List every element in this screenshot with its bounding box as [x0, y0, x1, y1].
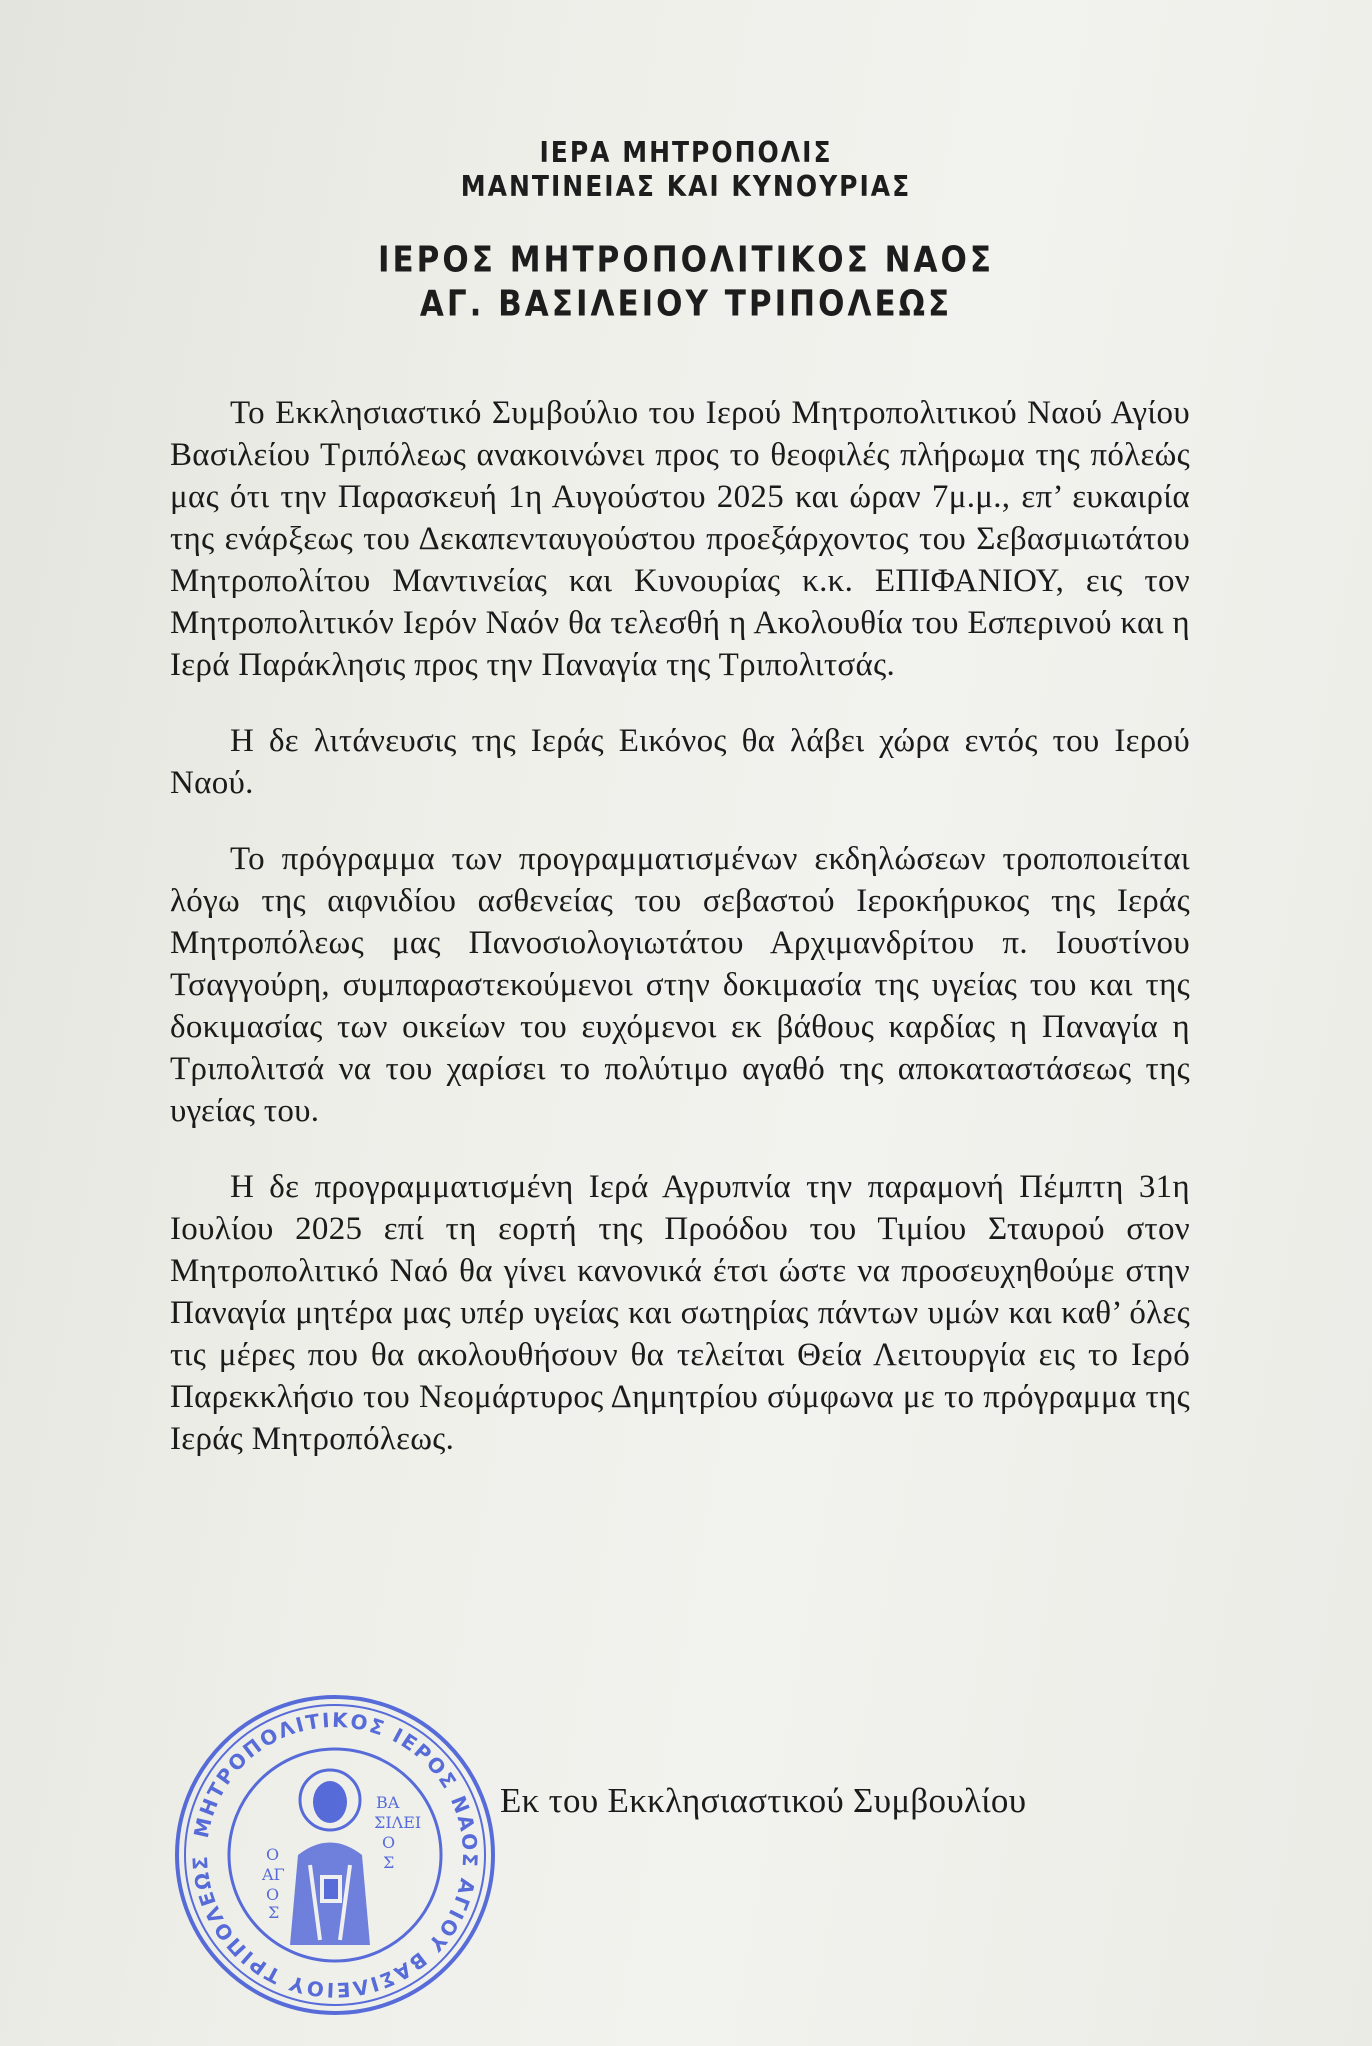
svg-text:ΜΗΤΡΟΠΟΛΙΤΙΚΟΣ ΙΕΡΟΣ ΝΑΟΣ ΑΓΙΟ: ΜΗΤΡΟΠΟΛΙΤΙΚΟΣ ΙΕΡΟΣ ΝΑΟΣ ΑΓΙΟΥ ΒΑΣΙΛΕΙΟΥ ΤΡΙΠΟΛΕΩΣ [187, 1707, 483, 2003]
paragraph-2: Η δε λιτάνευσις της Ιεράς Εικόνος θα λάβει χώρα εντός του Ιερού Ναού. [170, 723, 1190, 801]
header-line-4: ΑΓ. ΒΑΣΙΛΕΙΟΥ ΤΡΙΠΟΛΕΩΣ [419, 283, 953, 325]
svg-text:Ο: Ο [266, 1885, 280, 1904]
paragraph-3: Το πρόγραμμα των προγραμματισμένων εκδηλώσεων τροποποιείται λόγω της αιφνιδίου ασθενείας του σεβαστού Ιεροκήρυκος της Ιεράς Μητροπόλεως μας Πανοσιολογιωτάτου Αρχιμανδρίτου π. Ιουστίνου Τσαγγούρη, συμπαραστεκούμενοι στην δοκιμασία της υγείας του και της δοκιμασίας των οικείων του ευχόμενοι εκ βάθους καρδίας η Παναγία η Τριπολιτσά να του χαρίσει το πολύτιμο αγαθό της αποκαταστάσεως της υγείας του. [170, 841, 1190, 1129]
svg-text:Σ: Σ [383, 1853, 395, 1872]
header-line-2: ΜΑΝΤΙΝΕΙΑΣ ΚΑΙ ΚΥΝΟΥΡΙΑΣ [460, 169, 912, 204]
svg-text:ΣΙΛΕΙ: ΣΙΛΕΙ [374, 1813, 422, 1832]
svg-text:Ο: Ο [382, 1833, 396, 1852]
svg-text:ΒΑ: ΒΑ [376, 1793, 400, 1812]
paragraph-1: Το Εκκλησιαστικό Συμβούλιο του Ιερού Μητροπολιτικού Ναού Αγίου Βασιλείου Τριπόλεως ανακοινώνει προς το θεοφιλές πλήρωμα της πόλεώς μας ότι την Παρασκευή 1η Αυγούστου 2025 και ώραν 7μ.μ., επ’ ευκαιρία της ενάρξεως του Δεκαπενταυγούστου προεξάρχοντος του Σεβασμιωτάτου Μητροπολίτου Μαντινείας και Κυνουρίας κ.κ. ΕΠΙΦΑΝΙΟΥ, εις τον Μητροπολιτικόν Ιερόν Ναόν θα τελεσθή η Ακολουθία του Εσπερινού και η Ιερά Παράκλησις προς την Παναγία της Τριπολιτσάς. [170, 395, 1190, 683]
header-line-1: ΙΕΡΑ ΜΗΤΡΟΠΟΛΙΣ [539, 135, 833, 170]
svg-text:ΑΓ: ΑΓ [262, 1865, 285, 1884]
header-metropolis [0, 136, 1372, 204]
svg-text:Σ: Σ [268, 1903, 280, 1922]
signature-line: Εκ του Εκκλησιαστικού Συμβουλίου [500, 1781, 1027, 1820]
announcement-body [170, 392, 1190, 1460]
paragraph-4: Η δε προγραμματισμένη Ιερά Αγρυπνία την παραμονή Πέμπτη 31η Ιουλίου 2025 επί τη εορτή της Προόδου του Τιμίου Σταυρού στον Μητροπολιτικό Ναό θα γίνει κανονικά έτσι ώστε να προσευχηθούμε στην Παναγία μητέρα μας υπέρ υγείας και σωτηρίας πάντων υμών και καθ’ όλες τις μέρες που θα ακολουθήσουν θα τελείται Θεία Λειτουργία εις το Ιερό Παρεκκλήσιο του Νεομάρτυρος Δημητρίου σύμφωνα με το πρόγραμμα της Ιεράς Μητροπόλεως. [170, 1169, 1190, 1457]
saint-icon [290, 1770, 370, 1945]
church-seal-stamp [170, 1690, 500, 2020]
header-line-3: ΙΕΡΟΣ ΜΗΤΡΟΠΟΛΙΤΙΚΟΣ ΝΑΟΣ [377, 239, 995, 281]
svg-text:Ο: Ο [266, 1845, 280, 1864]
header-church [0, 238, 1372, 326]
